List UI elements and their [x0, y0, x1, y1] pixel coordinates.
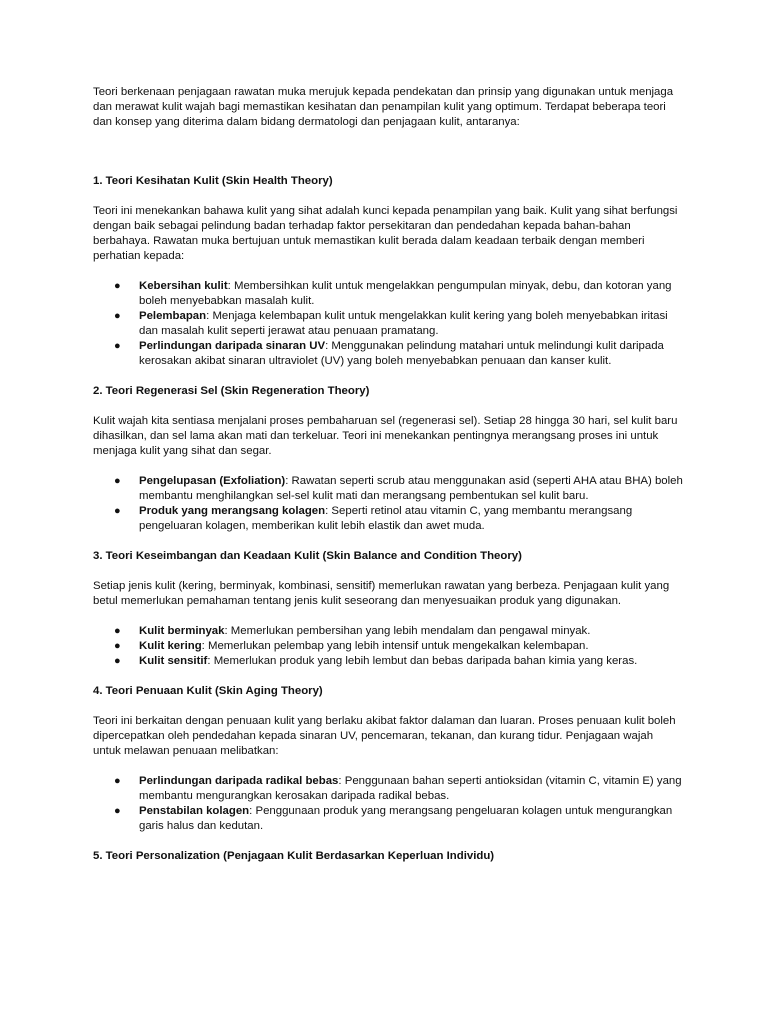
- list-item: [93, 624, 683, 639]
- list-item: [93, 639, 683, 654]
- section-paragraph: Teori ini berkaitan dengan penuaan kulit yang berlaku akibat faktor dalaman dan luaran. Proses penuaan kulit boleh dipercepatkan oleh pendedahan kepada sinaran UV, pencemaran, tekanan, dan kurang tidur. Penjagaan wajah untuk melawan penuaan melibatkan:: [93, 715, 676, 757]
- bullet-icon: ●: [114, 805, 121, 817]
- list-item: [93, 804, 683, 834]
- bullet-icon: ●: [114, 640, 121, 652]
- bullet-list: [93, 279, 683, 369]
- list-item: [93, 279, 683, 309]
- bullet-term: Produk yang merangsang kolagen: [139, 505, 326, 517]
- section-heading: 1. Teori Kesihatan Kulit (Skin Health Theory): [93, 175, 333, 187]
- bullet-text: : Rawatan seperti scrub atau menggunakan asid (seperti AHA atau BHA) boleh membantu menghilangkan sel-sel kulit mati dan merangsang pembentukan sel kulit baru.: [139, 475, 683, 502]
- bullet-list: [93, 624, 683, 669]
- bullet-text: : Membersihkan kulit untuk mengelakkan pengumpulan minyak, debu, dan kotoran yang boleh menyebabkan masalah kulit.: [139, 280, 672, 307]
- bullet-text: : Menjaga kelembapan kulit untuk mengelakkan kulit kering yang boleh menyebabkan iritasi dan masalah kulit seperti jerawat atau penuaan pramatang.: [139, 310, 668, 337]
- bullet-icon: ●: [114, 775, 121, 787]
- bullet-text: : Penggunaan bahan seperti antioksidan (vitamin C, vitamin E) yang membantu mengurangkan kerosakan daripada radikal bebas.: [139, 775, 682, 802]
- section-heading: 2. Teori Regenerasi Sel (Skin Regeneration Theory): [93, 385, 370, 397]
- bullet-text: : Menggunakan pelindung matahari untuk melindungi kulit daripada kerosakan akibat sinaran ultraviolet (UV) yang boleh menyebabkan penuaan dan kanser kulit.: [139, 340, 664, 367]
- list-item: [93, 504, 683, 534]
- section-paragraph: Teori ini menekankan bahawa kulit yang sihat adalah kunci kepada penampilan yang baik. Kulit yang sihat berfungsi dengan baik sebagai pelindung badan terhadap faktor persekitaran dan pendedahan kepada bahan-bahan berbahaya. Rawatan muka bertujuan untuk memastikan kulit berada dalam keadaan terbaik dengan memberi perhatian kepada:: [93, 205, 678, 262]
- section-heading: 4. Teori Penuaan Kulit (Skin Aging Theory): [93, 685, 323, 697]
- bullet-term: Kulit berminyak: [139, 625, 225, 637]
- bullet-term: Pengelupasan (Exfoliation): [139, 475, 286, 487]
- bullet-term: Kulit kering: [139, 640, 202, 652]
- bullet-term: Perlindungan daripada sinaran UV: [139, 340, 326, 352]
- bullet-text: : Memerlukan pembersihan yang lebih mendalam dan pengawal minyak.: [224, 625, 591, 637]
- section-paragraph: Setiap jenis kulit (kering, berminyak, kombinasi, sensitif) memerlukan rawatan yang berbeza. Penjagaan kulit yang betul memerlukan pemahaman tentang jenis kulit seseorang dan menyesuaikan produk yang digunakan.: [93, 580, 670, 607]
- section-heading: 5. Teori Personalization (Penjagaan Kulit Berdasarkan Keperluan Individu): [93, 850, 495, 862]
- bullet-text: : Penggunaan produk yang merangsang pengeluaran kolagen untuk mengurangkan garis halus dan kedutan.: [139, 805, 673, 832]
- bullet-list: [93, 774, 683, 834]
- bullet-icon: ●: [114, 505, 121, 517]
- bullet-term: Kebersihan kulit: [139, 280, 228, 292]
- bullet-term: Pelembapan: [139, 310, 207, 322]
- list-item: [93, 774, 683, 804]
- bullet-text: : Seperti retinol atau vitamin C, yang membantu merangsang pengeluaran kolagen, memberikan kulit lebih elastik dan awet muda.: [139, 505, 633, 532]
- document-body: [93, 85, 683, 879]
- list-item: [93, 309, 683, 339]
- bullet-text: : Memerlukan produk yang lebih lembut dan bebas daripada bahan kimia yang keras.: [207, 655, 638, 667]
- bullet-icon: ●: [114, 340, 121, 352]
- bullet-list: [93, 474, 683, 534]
- bullet-term: Penstabilan kolagen: [139, 805, 250, 817]
- bullet-term: Perlindungan daripada radikal bebas: [139, 775, 339, 787]
- intro-paragraph: Teori berkenaan penjagaan rawatan muka merujuk kepada pendekatan dan prinsip yang digunakan untuk menjaga dan merawat kulit wajah bagi memastikan kesihatan dan penampilan kulit yang optimum. Terdapat beberapa teori dan konsep yang diterima dalam bidang dermatologi dan penjagaan kulit, antaranya:: [93, 86, 674, 128]
- bullet-icon: ●: [114, 310, 121, 322]
- section-heading: 3. Teori Keseimbangan dan Keadaan Kulit (Skin Balance and Condition Theory): [93, 550, 522, 562]
- bullet-text: : Memerlukan pelembap yang lebih intensif untuk mengekalkan kelembapan.: [201, 640, 589, 652]
- bullet-icon: ●: [114, 475, 121, 487]
- section-paragraph: Kulit wajah kita sentiasa menjalani proses pembaharuan sel (regenerasi sel). Setiap 28 hingga 30 hari, sel kulit baru dihasilkan, dan sel lama akan mati dan terkeluar. Teori ini menekankan pentingnya merangsang proses ini untuk menjaga kulit yang sihat dan segar.: [93, 415, 678, 457]
- list-item: [93, 474, 683, 504]
- bullet-term: Kulit sensitif: [139, 655, 208, 667]
- bullet-icon: ●: [114, 280, 121, 292]
- list-item: [93, 654, 683, 669]
- bullet-icon: ●: [114, 625, 121, 637]
- list-item: [93, 339, 683, 369]
- bullet-icon: ●: [114, 655, 121, 667]
